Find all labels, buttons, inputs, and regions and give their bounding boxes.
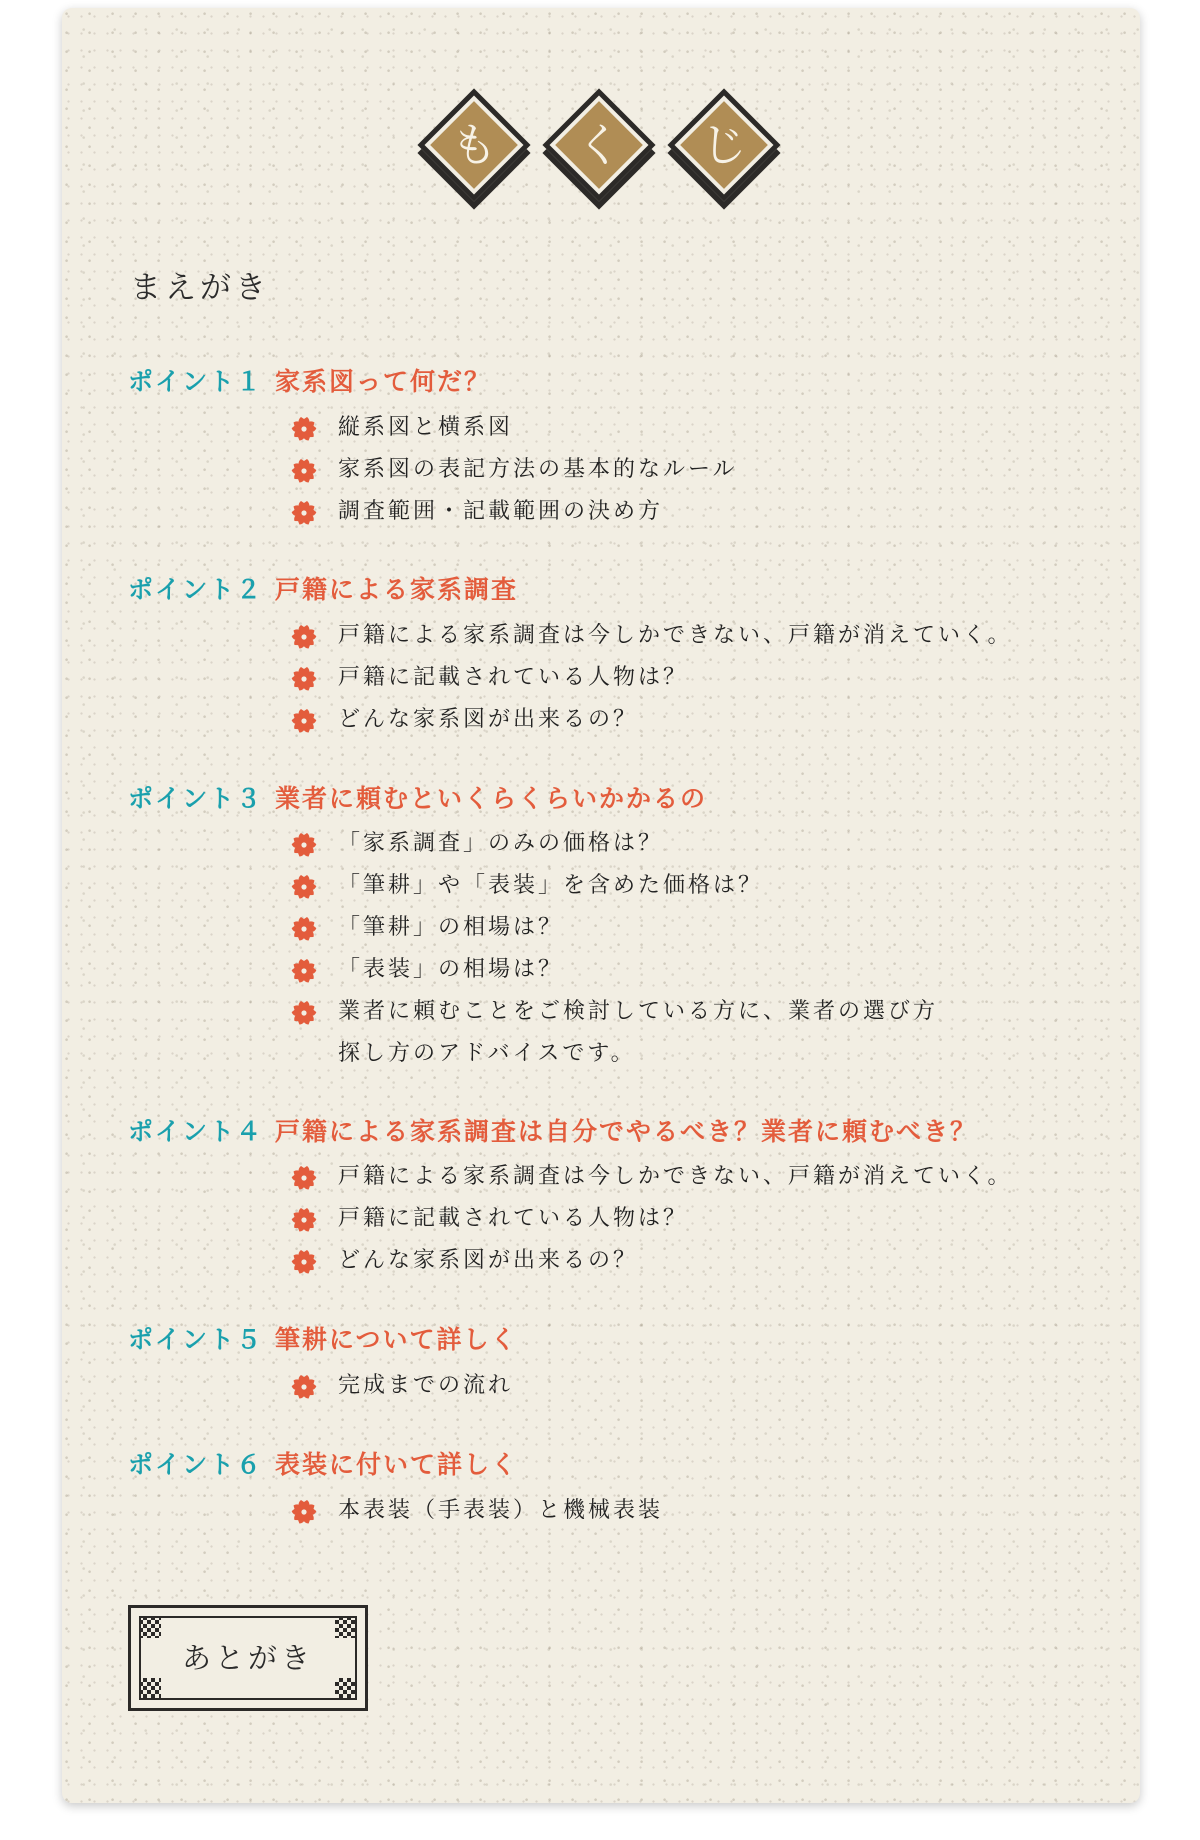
sakura-flower-icon	[290, 1498, 318, 1526]
section-number: ポイント３	[128, 784, 264, 813]
sakura-flower-icon	[290, 707, 318, 735]
section-2-heading[interactable]	[128, 570, 518, 606]
title-char: じ	[701, 118, 747, 172]
section-1-heading[interactable]	[128, 362, 491, 398]
title-diamond-mo	[412, 85, 536, 213]
section-5-heading[interactable]	[128, 1320, 518, 1356]
section-number: ポイント４	[128, 1117, 264, 1146]
preface-link[interactable]: まえがき	[130, 270, 270, 306]
section-6-heading[interactable]	[128, 1445, 518, 1481]
sakura-flower-icon	[290, 623, 318, 651]
title-char: も	[451, 118, 497, 172]
section-number: ポイント５	[128, 1325, 264, 1354]
section-title: 筆耕について詳しく	[275, 1325, 518, 1354]
afterword-label: あとがき	[181, 1641, 314, 1675]
section-title: 戸籍による家系調査	[275, 575, 519, 604]
section-title: 戸籍による家系調査は自分でやるべき？業者に頼むべき？	[275, 1117, 978, 1146]
sakura-flower-icon	[290, 457, 318, 485]
sakura-flower-icon	[290, 415, 318, 443]
section-3-heading[interactable]	[128, 779, 707, 815]
section-4-heading[interactable]	[128, 1112, 977, 1148]
title-diamond-ji	[662, 85, 786, 213]
section-title: 家系図って何だ？	[275, 367, 492, 396]
sakura-flower-icon	[290, 831, 318, 859]
sakura-flower-icon	[290, 1206, 318, 1234]
sakura-flower-icon	[290, 1373, 318, 1401]
list-item-continuation: 探し方のアドバイスです。	[338, 1041, 636, 1066]
title-diamond-ku	[537, 85, 661, 213]
toc-title	[412, 85, 792, 215]
section-title: 業者に頼むといくらくらいかかるの	[275, 784, 708, 813]
sakura-flower-icon	[290, 665, 318, 693]
sakura-flower-icon	[290, 499, 318, 527]
sakura-flower-icon	[290, 915, 318, 943]
section-number: ポイント２	[128, 575, 264, 604]
sakura-flower-icon	[290, 1248, 318, 1276]
sakura-flower-icon	[290, 957, 318, 985]
section-title: 表装に付いて詳しく	[275, 1450, 519, 1479]
section-number: ポイント６	[128, 1450, 264, 1479]
sakura-flower-icon	[290, 999, 318, 1027]
afterword-button[interactable]	[128, 1605, 368, 1711]
section-number: ポイント１	[128, 367, 264, 396]
title-char: く	[576, 118, 622, 172]
sakura-flower-icon	[290, 873, 318, 901]
sakura-flower-icon	[290, 1164, 318, 1192]
